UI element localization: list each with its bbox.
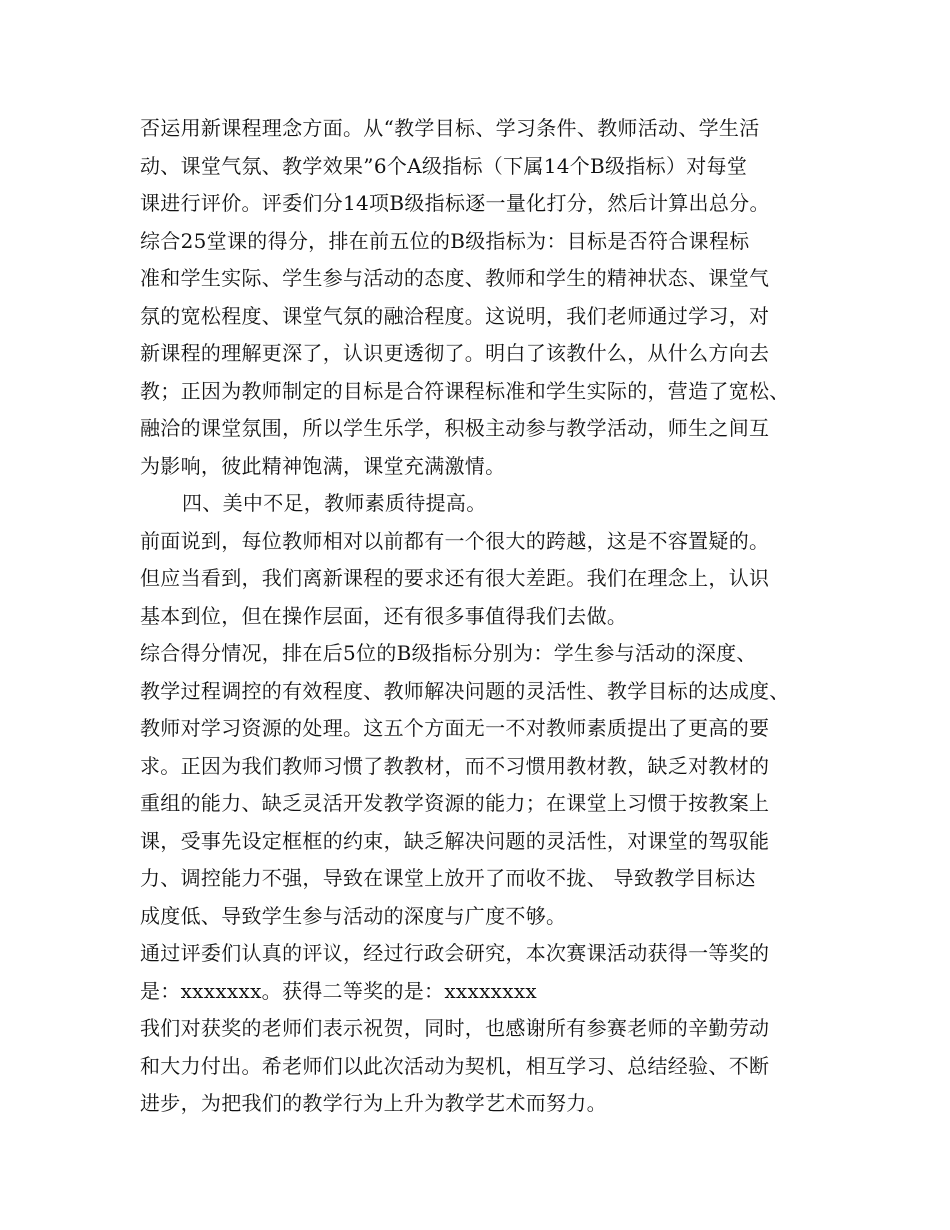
text-line-7: 新课程的理解更深了，认识更透彻了。明白了该教什么，从什么方向去 bbox=[140, 341, 770, 365]
text-line-25: 我们对获奖的老师们表示祝贺，同时，也感谢所有参赛老师的辛勤劳动 bbox=[140, 1016, 770, 1040]
text-line-18: 求。正因为我们教师习惯了教教材，而不习惯用教材教，缺乏对教材的 bbox=[140, 753, 770, 778]
text-line-1: 否运用新课程理念方面。从“教学目标、学习条件、教师活动、学生活 bbox=[140, 116, 760, 140]
document-body bbox=[140, 110, 830, 1123]
text-line-10: 为影响，彼此精神饱满，课堂充满激情。 bbox=[140, 453, 506, 478]
text-line-13: 但应当看到，我们离新课程的要求还有很大差距。我们在理念上，认识 bbox=[140, 566, 770, 590]
text-line-3: 课进行评价。评委们分14项B级指标逐一量化打分，然后计算出总分。 bbox=[140, 191, 770, 215]
text-line-16: 教学过程调控的有效程度、教师解决问题的灵活性、教学目标的达成度、 bbox=[140, 678, 790, 703]
text-line-26: 和大力付出。希老师们以此次活动为契机，相互学习、总结经验、不断 bbox=[140, 1053, 770, 1078]
text-line-22: 成度低、导致学生参与活动的深度与广度不够。 bbox=[140, 903, 567, 928]
text-line-6: 氛的宽松程度、课堂气氛的融洽程度。这说明，我们老师通过学习，对 bbox=[140, 303, 770, 328]
text-line-15: 综合得分情况，排在后5位的B级指标分别为：学生参与活动的深度、 bbox=[140, 641, 757, 665]
text-line-5: 准和学生实际、学生参与活动的态度、教师和学生的精神状态、课堂气 bbox=[140, 266, 770, 290]
section-heading: 四、美中不足，教师素质待提高。 bbox=[182, 491, 487, 515]
text-line-8: 教；正因为教师制定的目标是合符课程标准和学生实际的，营造了宽松、 bbox=[140, 378, 790, 403]
text-line-17: 教师对学习资源的处理。这五个方面无一不对教师素质提出了更高的要 bbox=[140, 716, 770, 740]
text-line-27: 进步，为把我们的教学行为上升为教学艺术而努力。 bbox=[140, 1091, 607, 1115]
text-line-19: 重组的能力、缺乏灵活开发教学资源的能力；在课堂上习惯于按教案上 bbox=[140, 791, 770, 815]
text-line-23: 通过评委们认真的评议，经过行政会研究，本次赛课活动获得一等奖的 bbox=[140, 941, 770, 965]
text-line-9: 融洽的课堂氛围，所以学生乐学，积极主动参与教学活动，师生之间互 bbox=[140, 416, 770, 440]
text-line-24: 是：xxxxxxx。获得二等奖的是：xxxxxxxx bbox=[140, 978, 537, 1003]
text-line-4: 综合25堂课的得分，排在前五位的B级指标为：目标是否符合课程标 bbox=[140, 228, 750, 253]
text-line-21: 力、调控能力不强，导致在课堂上放开了而收不拢、 导致教学目标达 bbox=[140, 866, 756, 890]
text-line-14: 基本到位，但在操作层面，还有很多事值得我们去做。 bbox=[140, 603, 628, 628]
text-line-12: 前面说到，每位教师相对以前都有一个很大的跨越，这是不容置疑的。 bbox=[140, 528, 770, 553]
text-line-20: 课，受事先设定框框的约束，缺乏解决问题的灵活性，对课堂的驾驭能 bbox=[140, 828, 770, 853]
text-line-2: 动、课堂气氛、教学效果”6个A级指标（下属14个B级指标）对每堂 bbox=[140, 153, 748, 178]
